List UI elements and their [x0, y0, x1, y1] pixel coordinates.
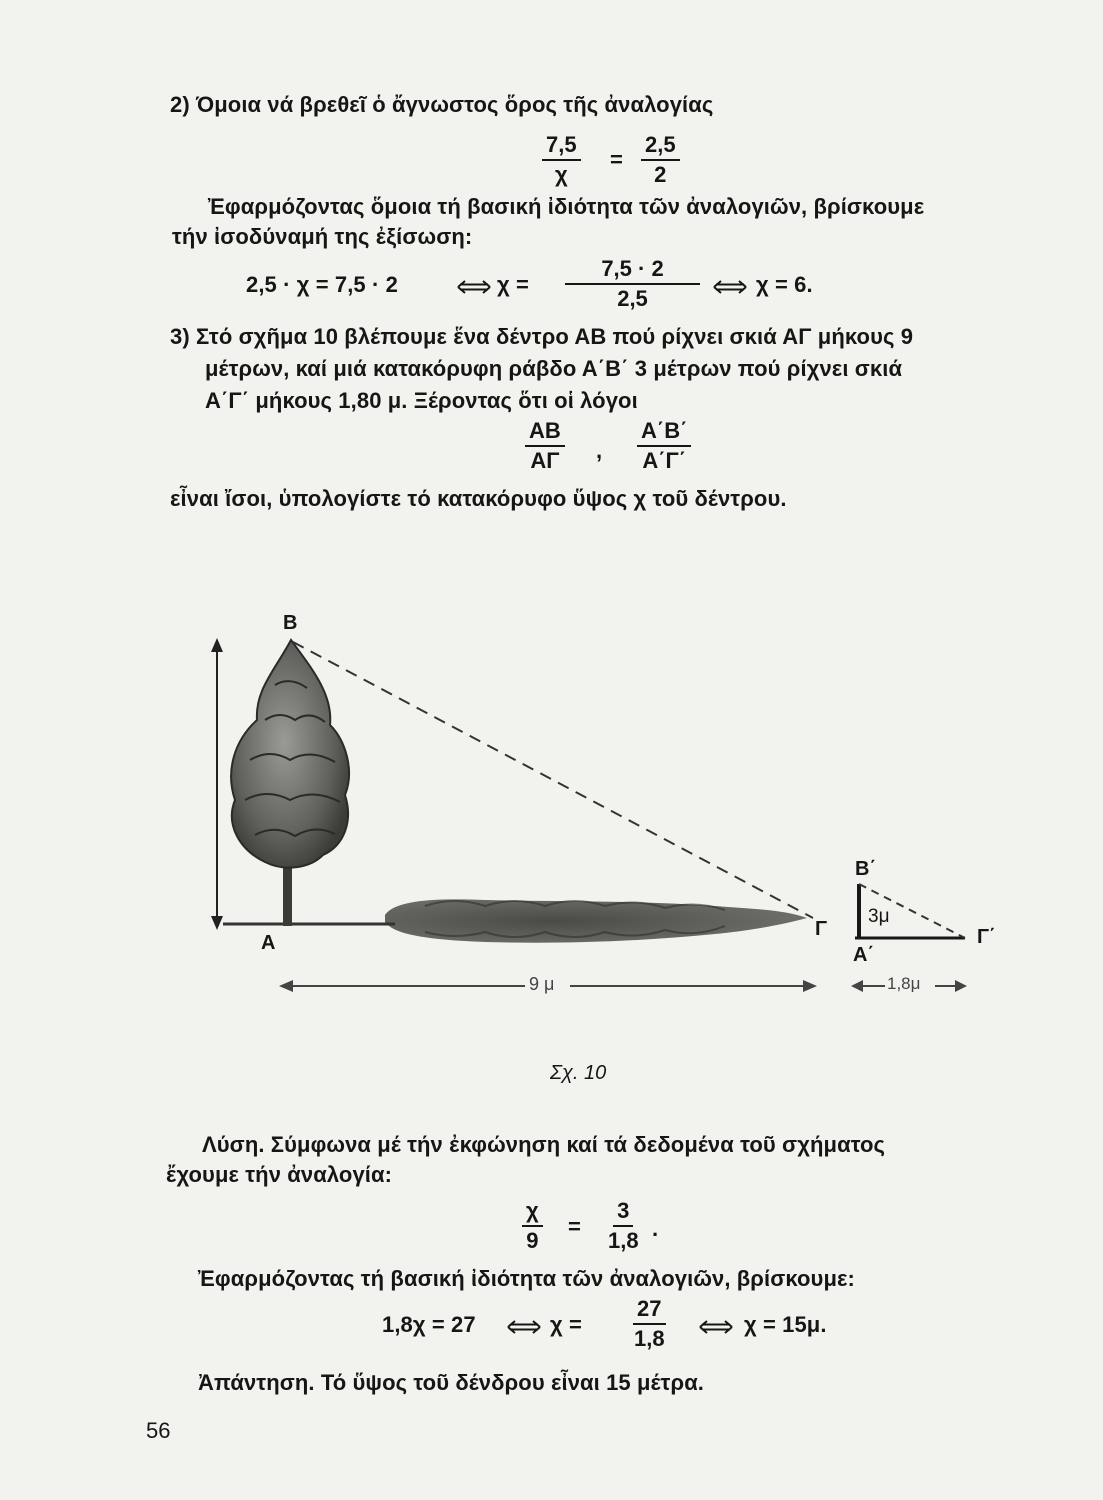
fraction-numerator: ΑΒ [525, 420, 565, 447]
answer-line [198, 1370, 704, 1396]
fraction-numerator: 27 [633, 1298, 665, 1325]
solution-equation-left: 1,8χ = 27 [382, 1312, 476, 1337]
fraction-denominator: 2,5 [617, 286, 648, 311]
problem2-equation-fraction [565, 258, 700, 310]
fraction-denominator: Α΄Γ΄ [642, 448, 687, 473]
fraction-denominator: ΑΓ [530, 448, 560, 473]
problem2-text-line2: τήν ἰσοδύναμή της ἐξίσωση: [172, 224, 473, 249]
problem3-line2: μέτρων, καί μιά κατακόρυφη ράβδο Α΄Β΄ 3 μέτρων πού ρίχνει σκιά [205, 356, 903, 381]
fraction-numerator: 3 [613, 1200, 633, 1227]
problem2-equation-mid: χ = [497, 272, 529, 297]
problem2-fraction-left [542, 134, 581, 186]
tree-shadow [385, 899, 807, 942]
sun-ray-tree [293, 642, 813, 918]
tree-foliage [231, 640, 349, 868]
solution-line1 [202, 1132, 885, 1158]
problem2-equation-left: 2,5 · χ = 7,5 · 2 [246, 272, 398, 297]
fraction-denominator: 1,8 [634, 1326, 665, 1351]
solution-label: Λύση. [202, 1132, 265, 1157]
fraction-numerator: 7,5 · 2 [565, 258, 700, 285]
solution-fraction-right [604, 1200, 643, 1252]
solution-line1-text: Σύμφωνα μέ τήν ἐκφώνηση καί τά δεδομένα τοῦ σχήματος [264, 1132, 886, 1157]
label-A: A [261, 932, 276, 954]
label-B: B [283, 612, 298, 634]
figure-drawing [195, 600, 1015, 1020]
problem3-line1: 3) Στό σχῆμα 10 βλέπουμε ἕνα δέντρο ΑΒ πού ρίχνει σκιά ΑΓ μήκους 9 [170, 324, 914, 349]
solution-line2: ἔχουμε τήν ἀναλογία: [166, 1162, 393, 1187]
height-arrow [211, 638, 223, 930]
double-arrow-icon [698, 1320, 734, 1334]
figure-tree-shadow [195, 600, 1015, 1020]
fraction-denominator: 2 [654, 162, 667, 187]
fraction-denominator: 1,8 [608, 1228, 639, 1253]
shadow-length-label: 9 μ [529, 974, 555, 994]
comma: , [596, 438, 603, 463]
problem2-fraction-right [641, 134, 680, 186]
fraction-denominator: 9 [526, 1228, 539, 1253]
solution-equation-mid: χ = [550, 1312, 582, 1337]
solution-line3: Ἐφαρμόζοντας τή βασική ἰδιότητα τῶν ἀναλογιῶν, βρίσκουμε: [198, 1266, 855, 1291]
fraction-numerator: 2,5 [641, 134, 680, 161]
problem2-intro: 2) Όμοια νά βρεθεῖ ὁ ἄγνωστος ὅρος τῆς ἀναλογίας [170, 92, 714, 117]
rod-shadow-length-label: 1,8μ [887, 974, 921, 993]
ratio-A2B2-over-A2G2 [637, 420, 691, 472]
problem3-line3: Α΄Γ΄ μήκους 1,80 μ. Ξέροντας ὅτι οἱ λόγοι [205, 388, 638, 413]
answer-label: Ἀπάντηση. [198, 1370, 315, 1395]
dot: · [652, 1222, 660, 1247]
answer-text: Τό ὕψος τοῦ δένδρου εἶναι 15 μέτρα. [314, 1370, 705, 1395]
rod-height-label: 3μ [868, 906, 890, 927]
equals-sign: = [610, 147, 623, 172]
problem2-equation-right: χ = 6. [756, 272, 813, 297]
fraction-numerator: 7,5 [542, 134, 581, 161]
double-arrow-icon [456, 280, 492, 294]
fraction-numerator: χ [522, 1200, 543, 1227]
label-G-prime: Γ΄ [977, 926, 996, 948]
solution-equation-fraction [630, 1298, 669, 1350]
double-arrow-icon [506, 1320, 542, 1334]
page-number: 56 [146, 1418, 171, 1443]
problem2-text-line1: Ἐφαρμόζοντας ὅμοια τή βασική ἰδιότητα τῶν ἀναλογιῶν, βρίσκουμε [208, 194, 925, 219]
label-B-prime: B΄ [855, 858, 877, 880]
fraction-denominator: χ [554, 162, 568, 187]
solution-fraction-left [522, 1200, 543, 1252]
figure-caption: Σχ. 10 [550, 1062, 607, 1084]
ratio-AB-over-AG [525, 420, 565, 472]
problem3-line4: εἶναι ἴσοι, ὑπολογίστε τό κατακόρυφο ὕψος χ τοῦ δέντρου. [170, 486, 787, 511]
label-G: Γ [815, 918, 828, 940]
double-arrow-icon [712, 280, 748, 294]
fraction-numerator: Α΄Β΄ [637, 420, 691, 447]
solution-equation-right: χ = 15μ. [744, 1312, 827, 1337]
label-A-prime: A΄ [853, 944, 875, 966]
equals-sign: = [568, 1214, 581, 1239]
